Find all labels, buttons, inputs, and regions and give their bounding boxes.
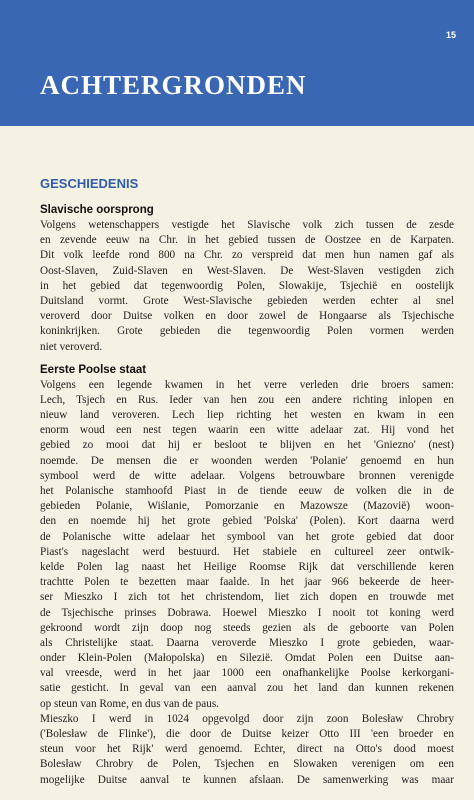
text-line: het Polanische stamhoofd Piast in de tiende eeuw de volken die in de (40, 485, 454, 497)
chapter-title: ACHTERGRONDEN (40, 70, 307, 100)
subsections (40, 203, 454, 788)
text-line: gebieden Polanie, Wiślanie, Pomorzanie en Mazowsze (Mazovië) woon- (40, 500, 454, 513)
text-line: den en noemde hij het grote gebied 'Polska' (Polen). Kort daarna werd (40, 515, 454, 528)
text-line: in het gebied dat tegenwoordig Polen, Slowakije, Tsjechië en oostelijk (40, 279, 454, 292)
text-line: trachtte Polen te bezetten maar faalde. In het jaar 966 bekeerde de heer- (40, 576, 454, 589)
text-line: Bolesław Chrobry de Polen, Tsjechen en Slowaken verenigen om een (40, 758, 454, 771)
text-line: nieuw land veroveren. Lech liep richting het westen en kwam in een (40, 409, 454, 422)
text-line: Duitsland vormt. Grote West-Slavische gebieden werden echter al snel (40, 294, 454, 307)
subsection-title: Eerste Poolse staat (40, 363, 147, 376)
text-line: val vreesde, werd in het jaar 1000 een onafhankelijke Poolse kerkorgani- (40, 667, 454, 680)
text-line: als Christelijke staat. Daarna veroverde Mieszko I grote gebieden, waar- (40, 636, 454, 649)
text-line: steun voor het Rijk' werd genoemd. Echter, direct na Otto's dood moest (40, 743, 454, 756)
text-line: onder Klein-Polen (Małopolska) en Silezië. Omdat Polen een Duitse aan- (40, 652, 454, 665)
text-line: op steun van Rome, en dus van de paus. (40, 697, 219, 710)
text-line: Mieszko I werd in 1024 opgevolgd door zijn zoon Bolesław Chrobry (40, 712, 454, 725)
section-heading: GESCHIEDENIS (40, 176, 139, 191)
text-line: satie gesticht. In geval van een aanval zou het land dan kunnen rekenen (40, 682, 454, 695)
subsection (40, 363, 454, 788)
subsection (40, 203, 454, 355)
text-line: ('Bolesław de Flinke'), die door de Duitse keizer Otto III 'een broeder en (40, 728, 454, 740)
text-line: Volgens een legende kwamen in het verre verleden drie broers samen: (40, 378, 454, 391)
text-line: ser Mieszko I zich tot het christendom, liet zich dopen en trouwde met (40, 591, 454, 604)
text-line: Piast's nageslacht werd bestuurd. Het stabiele en cultureel zeer ontwik- (40, 545, 454, 558)
text-line: niet veroverd. (40, 340, 103, 353)
text-line: Oost-Slaven, Zuid-Slaven en West-Slaven. De West-Slaven vestigden zich (40, 264, 454, 277)
text-line: mogelijke Duitse aanval te kunnen afslaan. De samenwerking was maar (40, 773, 454, 786)
text-line: kelde Polen lag naast het Heilige Roomse Rijk dat verschillende keren (40, 560, 454, 573)
page-number: 15 (445, 30, 456, 40)
text-line: koninkrijken. Grote gebieden die tegenwoordig Polen vormen werden (40, 325, 454, 338)
paragraph-spacer (40, 355, 454, 363)
text-line: en zevende eeuw na Chr. in het gebied tussen de Oostzee en de Karpaten. (40, 234, 454, 247)
text-line: symbool werd de witte adelaar. Volgens betrouwbare bronnen verenigde (40, 469, 454, 482)
text-line: de Tsjechische prinses Dobrawa. Hoewel Mieszko I nooit tot koning werd (40, 606, 454, 619)
text-line: Dit volk leefde rond 800 na Chr. zo verspreid dat men hun namen gaf als (40, 249, 454, 262)
subsection-title: Slavische oorsprong (40, 204, 154, 216)
text-line: veroverd door Duitse volken en door zowel de Hongaarse als Tsjechische (40, 310, 454, 323)
text-line: Lech, Tsjech en Rus. Ieder van hen zou een andere richting inlopen en (40, 393, 454, 406)
text-line: Volgens wetenschappers vestigde het Slavische volk zich tussen de zesde (40, 219, 454, 231)
text-line: noemde. De mensen die er woonden werden 'Polanie' genoemd en hun (40, 454, 454, 467)
content-area (40, 176, 454, 788)
text-line: gebied zo mooi dat hij er besloot te blijven en het 'Gniezno' (nest) (40, 439, 454, 452)
text-line: de Polanische witte adelaar het symbool van het grote gebied dat door (40, 530, 454, 543)
header-band (0, 0, 474, 126)
text-line: enorm woud een nest tegen waarin een witte adelaar zat. Hij vond het (40, 424, 454, 437)
text-line: gekroond wordt zijn doop nog steeds gezien als de geboorte van Polen (40, 621, 454, 634)
